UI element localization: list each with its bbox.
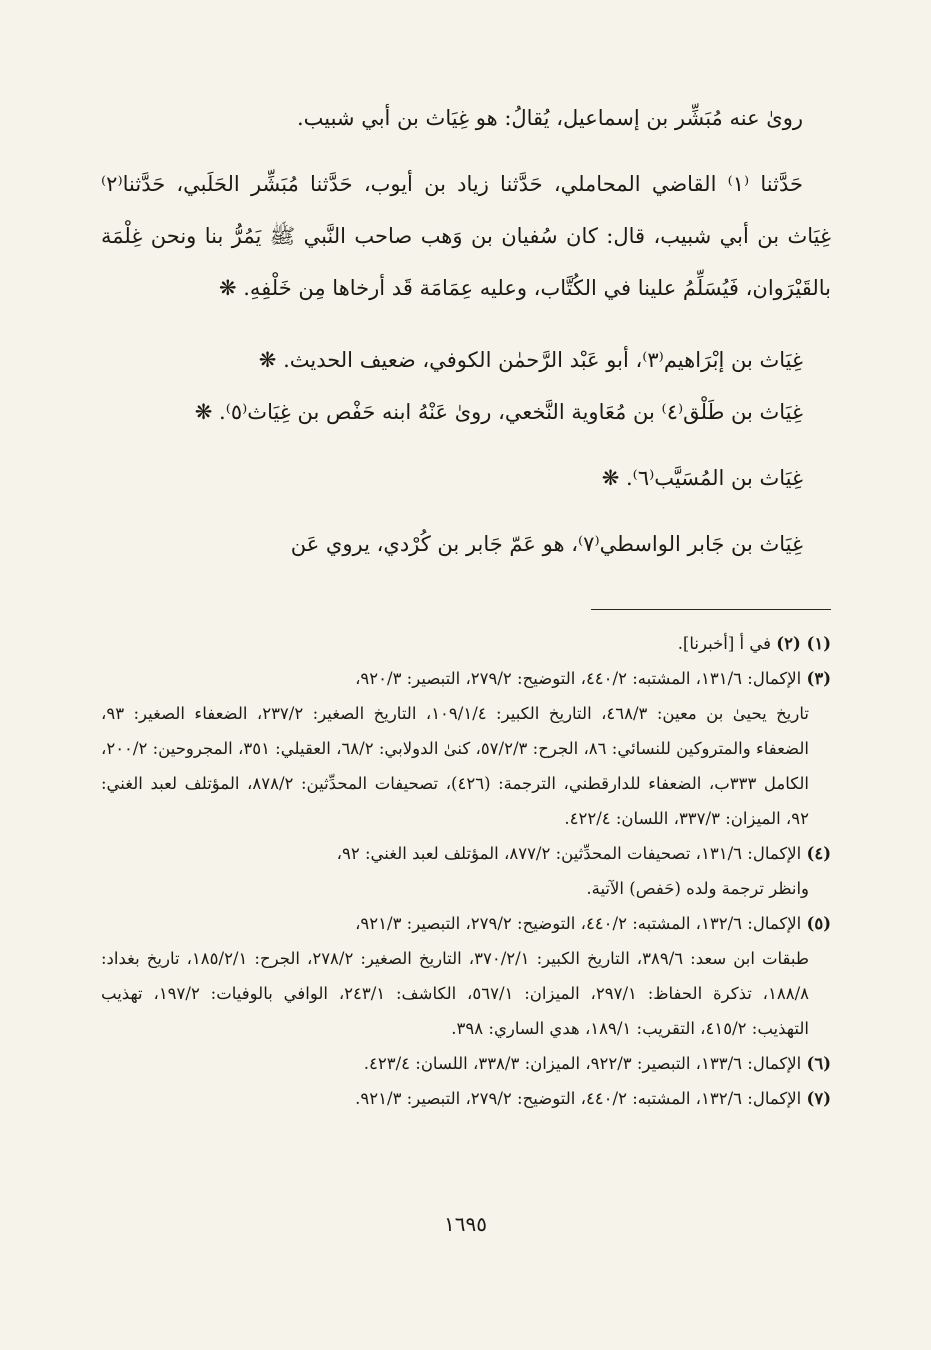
page-number: ١٦٩٥ <box>444 1212 487 1236</box>
footnote-7 <box>101 1081 831 1116</box>
footnote-divider <box>591 609 831 610</box>
footnote-continuation: تاريخ يحيىٰ بن معين: ٤٦٨/٣، التاريخ الكبير: ١٠٩/١/٤، التاريخ الصغير: ٢٣٧/٢، الضعفاء الصغير: ٩٣، الضعفاء والمتروكين للنسائي: ٨٦، الجرح: ٥٧/٢/٣، كنىٰ الدولابي: ٦٨/٢، العقيلي: ٣٥١، المجروحين: ٢٠٠/٢، الكامل ٣٣٣ب، الضعفاء للدارقطني، الترجمة: (٤٢٦)، تصحيفات المحدِّثين: ٨٧٨/٢، المؤتلف لعبد الغني: ٩٢، الميزان: ٣٣٧/٣، اللسان: ٤٢٢/٤. <box>101 704 810 828</box>
hadith-paragraph: حَدَّثنا ⁽١⁾ القاضي المحاملي، حَدَّثنا زياد بن أيوب، حَدَّثنا مُبَشِّر الحَلَبي، حَدَّثنا⁽٢⁾ غِيَاث بن أبي شبيب، قال: كان سُفيان بن وَهب صاحب النَّبي ﷺ يَمُرُّ بنا ونحن غِلْمَة بالقَيْرَوان، فَيُسَلِّمُ علينا في الكُتَّاب، وعليه عِمَامَة قَد أرخاها مِن خَلْفِهِ. ❋ <box>101 172 831 300</box>
main-text <box>101 92 831 570</box>
footnote-number: (٣) <box>806 669 831 688</box>
footnote-continuation: طبقات ابن سعد: ٣٨٩/٦، التاريخ الكبير: ٣٧٠/٢/١، التاريخ الصغير: ٢٧٨/٢، الجرح: ١٨٥/٢/١، تاريخ بغداد: ١٨٨/٨، تذكرة الحفاظ: ٢٩٧/١، الميزان: ٥٦٧/١، الكاشف: ٢٤٣/١، الوافي بالوفيات: ١٩٧/٢، تهذيب التهذيب: ٤١٥/٢، التقريب: ١٨٩/١، هدي الساري: ٣٩٨. <box>101 949 810 1038</box>
footnote-text: الإكمال: ١٣٣/٦، التبصير: ٩٢٢/٣، الميزان: ٣٣٨/٣، اللسان: ٤٢٣/٤. <box>363 1054 802 1073</box>
footnote-3 <box>101 661 831 836</box>
footnote-text: الإكمال: ١٣٢/٦، المشتبه: ٤٤٠/٢، التوضيح: ٢٧٩/٢، التبصير: ٩٢١/٣. <box>355 1089 802 1108</box>
footnote-continuation: وانظر ترجمة ولده (حَفص) الآتية. <box>586 879 809 898</box>
footnote-6 <box>101 1046 831 1081</box>
footnote-text: في أ [أخبرنا]. <box>677 634 772 653</box>
footnote-5 <box>101 906 831 1046</box>
footnote-number: (٥) <box>806 914 831 933</box>
entry-ghiyath-musayyab: غِيَاث بن المُسَيَّب⁽٦⁾. ❋ <box>601 466 803 490</box>
entry-ghiyath-talq: غِيَاث بن طَلْق⁽٤⁾ بن مُعَاوية النَّخعي، رویٰ عَنْهُ ابنه حَفْص بن غِيَاث⁽٥⁾. ❋ <box>194 400 803 424</box>
footnotes <box>101 626 831 1116</box>
entry-ghiyath-ibrahim: غِيَاث بن إبْرَاهيم⁽٣⁾، أبو عَبْد الرَّحمٰن الكوفي، ضعيف الحديث. ❋ <box>258 348 803 372</box>
footnote-4 <box>101 836 831 906</box>
entry-ghiyath-jabir: غِيَاث بن جَابر الواسطي⁽٧⁾، هو عَمّ جَابر بن كُرْدي، يروي عَن <box>290 532 803 556</box>
footnote-number: (٧) <box>806 1089 831 1108</box>
footnote-text: الإكمال: ١٣١/٦، المشتبه: ٤٤٠/٢، التوضيح: ٢٧٩/٢، التبصير: ٩٢٠/٣، <box>355 669 802 688</box>
text-line-1: رویٰ عنه مُبَشِّر بن إسماعيل، يُقالُ: هو غِيَاث بن أبي شبيب. <box>296 106 803 130</box>
footnote-number: (١) (٢) <box>776 634 831 653</box>
footnote-number: (٦) <box>806 1054 831 1073</box>
footnote-1-2 <box>101 626 831 661</box>
footnote-number: (٤) <box>806 844 831 863</box>
footnote-text: الإكمال: ١٣٢/٦، المشتبه: ٤٤٠/٢، التوضيح: ٢٧٩/٢، التبصير: ٩٢١/٣، <box>355 914 802 933</box>
footnote-text: الإكمال: ١٣١/٦، تصحيفات المحدِّثين: ٨٧٧/٢، المؤتلف لعبد الغني: ٩٢، <box>336 844 802 863</box>
